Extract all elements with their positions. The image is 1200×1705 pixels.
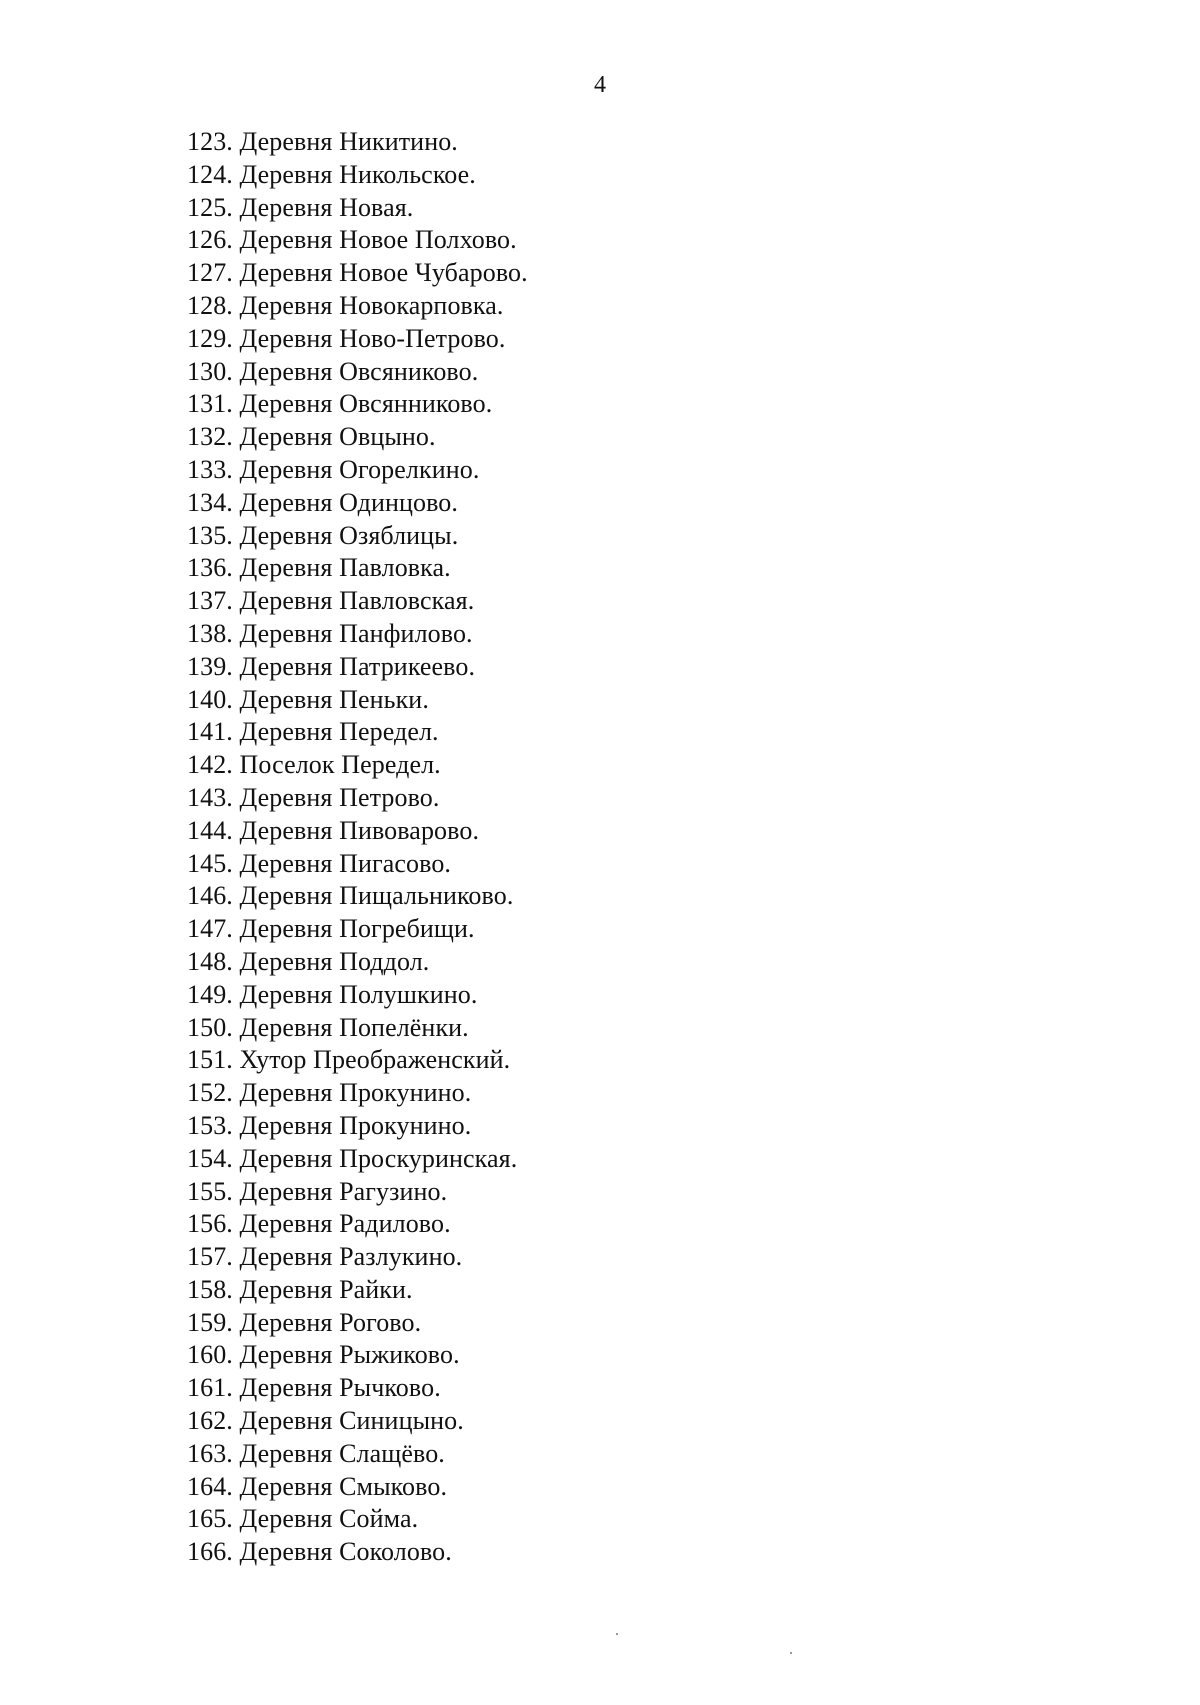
list-item: 148. Деревня Поддол. [187, 946, 430, 976]
list-item: 159. Деревня Рогово. [187, 1307, 422, 1337]
scan-speck [616, 1633, 618, 1635]
list-item: 142. Поселок Передел. [187, 750, 441, 780]
list-item: 138. Деревня Панфилово. [187, 618, 473, 648]
list-item: 164. Деревня Смыково. [187, 1471, 448, 1501]
list-item: 141. Деревня Передел. [187, 717, 439, 747]
list-item: 165. Деревня Сойма. [187, 1504, 419, 1534]
list-item: 131. Деревня Овсянниково. [187, 389, 493, 419]
list-item: 144. Деревня Пивоварово. [187, 815, 480, 845]
list-item: 134. Деревня Одинцово. [187, 487, 458, 517]
list-item: 127. Деревня Новое Чубарово. [187, 258, 528, 288]
list-item: 130. Деревня Овсяниково. [187, 356, 479, 386]
list-item: 132. Деревня Овцыно. [187, 422, 436, 452]
list-item: 166. Деревня Соколово. [187, 1537, 452, 1567]
list-item: 129. Деревня Ново-Петрово. [187, 323, 506, 353]
list-item: 143. Деревня Петрово. [187, 782, 440, 812]
list-item: 153. Деревня Прокунино. [187, 1110, 472, 1140]
list-item: 149. Деревня Полушкино. [187, 979, 478, 1009]
list-item: 139. Деревня Патрикеево. [187, 651, 476, 681]
list-item: 157. Деревня Разлукино. [187, 1242, 463, 1272]
list-item: 150. Деревня Попелёнки. [187, 1012, 469, 1042]
list-item: 152. Деревня Прокунино. [187, 1078, 472, 1108]
list-item: 163. Деревня Слащёво. [187, 1438, 445, 1468]
list-item: 151. Хутор Преображенский. [187, 1045, 511, 1075]
list-item: 147. Деревня Погребищи. [187, 914, 475, 944]
list-item: 154. Деревня Проскуринская. [187, 1143, 518, 1173]
list-item: 125. Деревня Новая. [187, 192, 414, 222]
list-item: 155. Деревня Рагузино. [187, 1176, 448, 1206]
list-item: 135. Деревня Озяблицы. [187, 520, 459, 550]
list-item: 161. Деревня Рычково. [187, 1373, 441, 1403]
list-item: 145. Деревня Пигасово. [187, 848, 452, 878]
scan-speck [790, 1652, 792, 1654]
settlement-list [187, 126, 887, 1569]
page-number: 4 [594, 72, 606, 98]
list-item: 160. Деревня Рыжиково. [187, 1340, 460, 1370]
list-item: 146. Деревня Пищальниково. [187, 881, 514, 911]
list-item: 140. Деревня Пеньки. [187, 684, 429, 714]
list-item: 133. Деревня Огорелкино. [187, 454, 480, 484]
list-item: 158. Деревня Райки. [187, 1274, 413, 1304]
list-item: 136. Деревня Павловка. [187, 553, 451, 583]
list-item: 162. Деревня Синицыно. [187, 1406, 464, 1436]
list-item: 137. Деревня Павловская. [187, 586, 475, 616]
list-item: 124. Деревня Никольское. [187, 159, 476, 189]
list-item: 156. Деревня Радилово. [187, 1209, 451, 1239]
list-item: 126. Деревня Новое Полхово. [187, 225, 517, 255]
list-item: 123. Деревня Никитино. [187, 127, 458, 156]
list-item: 128. Деревня Новокарповка. [187, 290, 504, 320]
